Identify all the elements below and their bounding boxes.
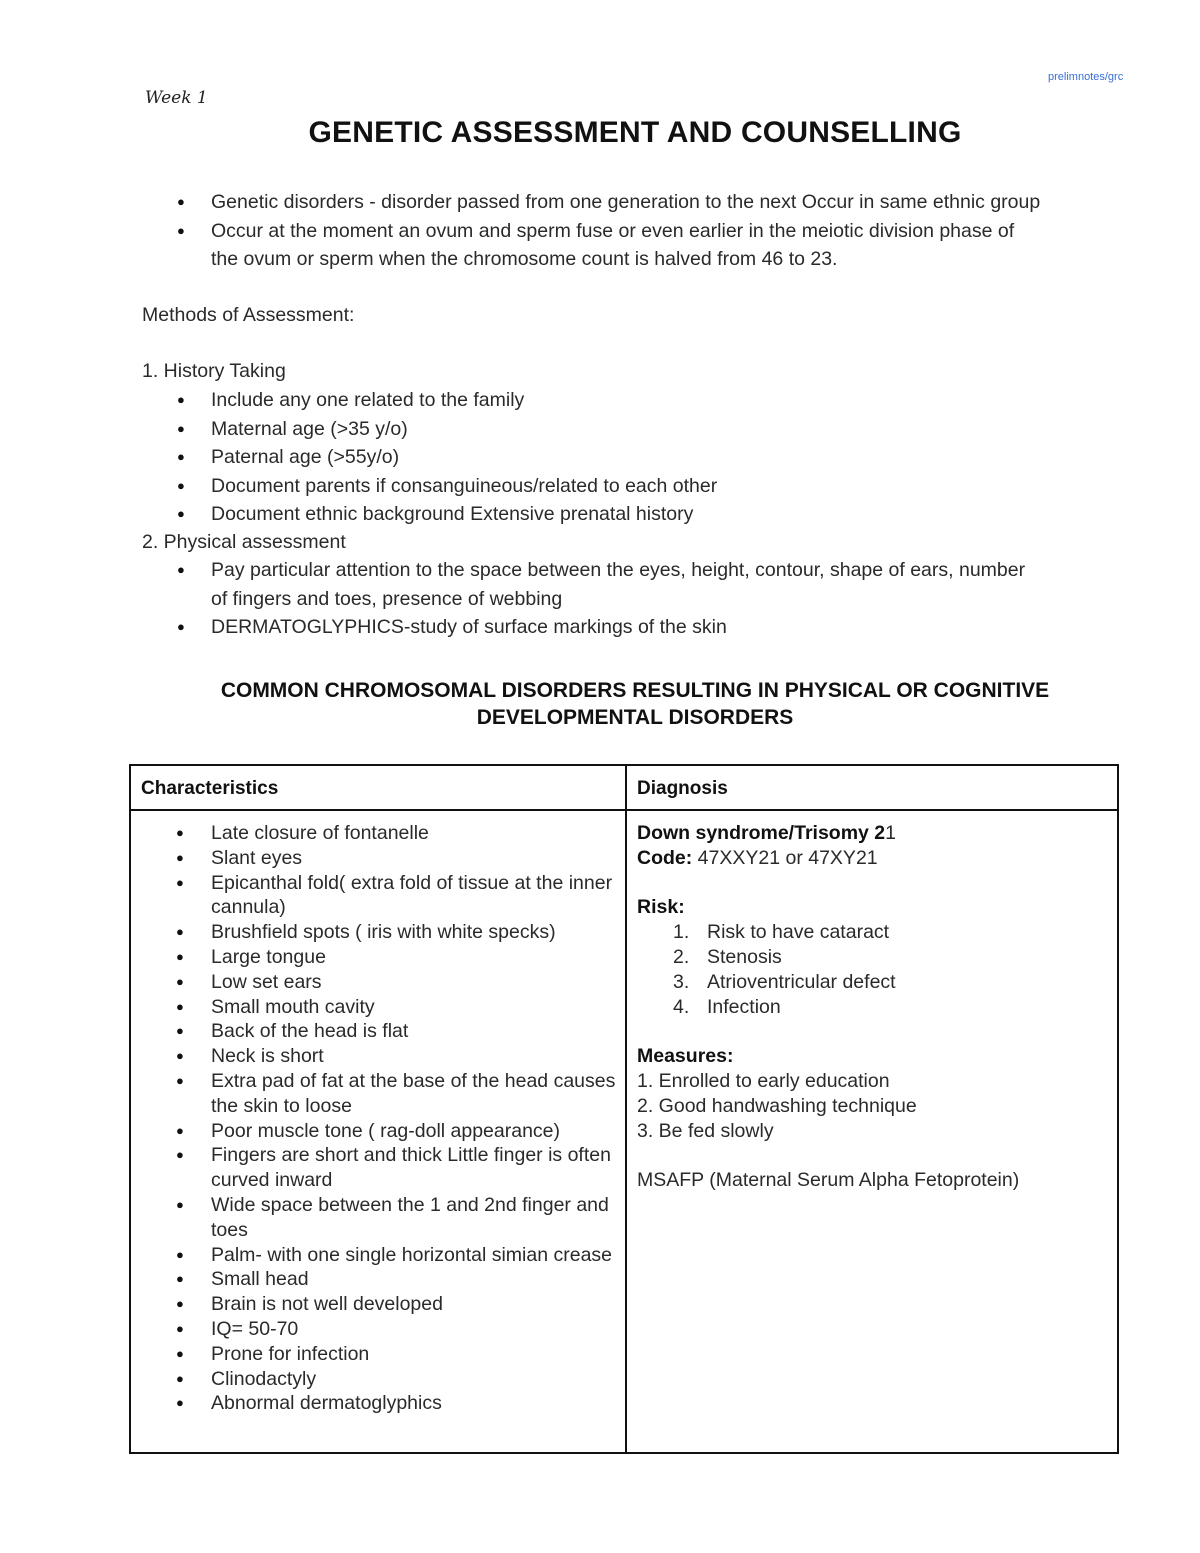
list-item: ● Clinodactyly bbox=[176, 1367, 317, 1390]
bullet-icon: ● bbox=[176, 1320, 184, 1336]
risk-label: Risk: bbox=[637, 896, 685, 919]
list-item: ● Brain is not well developed bbox=[176, 1293, 443, 1316]
page-title: GENETIC ASSESSMENT AND COUNSELLING bbox=[308, 116, 962, 149]
method2-bullet-list bbox=[177, 556, 1026, 642]
list-item: ● Fingers are short and thick Little finger is often curved inward bbox=[176, 1144, 611, 1192]
list-item: 1. Risk to have cataract bbox=[673, 921, 890, 944]
list-item: 4. Infection bbox=[673, 995, 781, 1018]
list-item: ● Prone for infection bbox=[176, 1342, 370, 1365]
measure-item: 1. Enrolled to early education bbox=[637, 1069, 890, 1092]
list-item: ● Small head bbox=[176, 1268, 309, 1291]
bullet-icon: ● bbox=[176, 948, 184, 964]
list-item: ● Genetic disorders - disorder passed from one generation to the next Occur in same ethnic group bbox=[211, 188, 1040, 217]
section-title-line: COMMON CHROMOSOMAL DISORDERS RESULTING IN PHYSICAL OR COGNITIVE bbox=[220, 679, 1050, 702]
bullet-icon: ● bbox=[176, 998, 184, 1014]
method1-bullet-list bbox=[177, 386, 718, 529]
bullet-icon: ● bbox=[176, 849, 184, 865]
list-item: ● Document parents if consanguineous/related to each other bbox=[211, 472, 717, 501]
msafp-note: MSAFP (Maternal Serum Alpha Fetoprotein) bbox=[637, 1169, 1020, 1192]
list-item: ● Abnormal dermatoglyphics bbox=[176, 1392, 442, 1415]
list-item: ● Palm- with one single horizontal simian crease bbox=[176, 1243, 613, 1266]
method1-heading: 1. History Taking bbox=[142, 360, 286, 382]
bullet-icon: ● bbox=[177, 420, 185, 436]
column-header-diagnosis: Diagnosis bbox=[626, 765, 1118, 810]
watermark: prelimnotes/grc bbox=[1048, 71, 1124, 83]
bullet-icon: ● bbox=[176, 1147, 184, 1163]
bullet-icon: ● bbox=[176, 1395, 184, 1411]
bullet-icon: ● bbox=[177, 477, 185, 493]
list-item: ● Pay particular attention to the space between the eyes, height, contour, shape of ears, number bbox=[211, 556, 1025, 585]
list-item: ● Include any one related to the family bbox=[211, 386, 717, 415]
characteristics-list bbox=[131, 821, 625, 1416]
list-item: ● DERMATOGLYPHICS-study of surface markings of the skin bbox=[211, 613, 1025, 642]
list-item: 3. Atrioventricular defect bbox=[673, 970, 896, 993]
bullet-icon: ● bbox=[176, 1345, 184, 1361]
column-header-characteristics: Characteristics bbox=[130, 765, 626, 810]
measure-item: 3. Be fed slowly bbox=[637, 1119, 774, 1142]
list-item: ● Document ethnic background Extensive prenatal history bbox=[211, 500, 717, 529]
list-item: ● Late closure of fontanelle bbox=[176, 822, 429, 844]
bullet-icon: ● bbox=[176, 874, 184, 890]
risk-list bbox=[637, 920, 1117, 1019]
bullet-icon: ● bbox=[177, 506, 185, 521]
section-title bbox=[130, 677, 1140, 731]
diagnosis-name: Down syndrome/Trisomy 21 bbox=[637, 822, 897, 844]
list-item: ● Large tongue bbox=[176, 945, 326, 968]
list-item: ● Extra pad of fat at the base of the head causes the skin to loose bbox=[176, 1069, 616, 1117]
bullet-icon: ● bbox=[177, 392, 185, 407]
disorders-table bbox=[129, 764, 1119, 1454]
list-item: ● Low set ears bbox=[176, 970, 322, 993]
table-row bbox=[130, 810, 1118, 1453]
list-item: ● IQ= 50-70 bbox=[176, 1317, 299, 1340]
list-item: ● Neck is short bbox=[176, 1045, 324, 1068]
diagnosis-cell bbox=[626, 810, 1118, 1453]
bullet-icon: ● bbox=[176, 825, 184, 840]
characteristics-cell bbox=[130, 810, 626, 1453]
intro-bullet-list bbox=[177, 188, 1041, 274]
list-item-continuation: of fingers and toes, presence of webbing bbox=[211, 587, 563, 610]
bullet-icon: ● bbox=[176, 1122, 184, 1138]
list-item: ● Epicanthal fold( extra fold of tissue at the inner cannula) bbox=[176, 871, 613, 919]
bullet-icon: ● bbox=[176, 1370, 184, 1386]
measure-item: 2. Good handwashing technique bbox=[637, 1094, 917, 1117]
bullet-icon: ● bbox=[177, 194, 185, 209]
list-item: ● Small mouth cavity bbox=[176, 995, 375, 1018]
list-item: ● Maternal age (>35 y/o) bbox=[211, 415, 717, 444]
measures-label: Measures: bbox=[637, 1045, 734, 1068]
bullet-icon: ● bbox=[177, 449, 185, 464]
diagnosis-code: Code: 47XXY21 or 47XY21 bbox=[637, 846, 878, 869]
bullet-icon: ● bbox=[177, 619, 185, 634]
bullet-icon: ● bbox=[176, 1048, 184, 1064]
list-item: 2. Stenosis bbox=[673, 945, 782, 968]
bullet-icon: ● bbox=[176, 1271, 184, 1287]
list-item: ● Poor muscle tone ( rag-doll appearance) bbox=[176, 1119, 561, 1142]
bullet-icon: ● bbox=[176, 973, 184, 989]
list-item-continuation: the ovum or sperm when the chromosome count is halved from 46 to 23. bbox=[211, 248, 838, 270]
section-title-line: DEVELOPMENTAL DISORDERS bbox=[476, 706, 794, 729]
bullet-icon: ● bbox=[176, 1246, 184, 1262]
bullet-icon: ● bbox=[177, 562, 185, 577]
week-label: Week 1 bbox=[145, 88, 208, 108]
list-item: ● Slant eyes bbox=[176, 846, 303, 869]
bullet-icon: ● bbox=[176, 1072, 184, 1088]
list-item: ● Paternal age (>55y/o) bbox=[211, 443, 717, 472]
bullet-icon: ● bbox=[176, 1196, 184, 1212]
list-item: ● Occur at the moment an ovum and sperm fuse or even earlier in the meiotic division phase of bbox=[211, 217, 1040, 246]
method2-heading: 2. Physical assessment bbox=[142, 531, 346, 553]
bullet-icon: ● bbox=[176, 924, 184, 940]
bullet-icon: ● bbox=[176, 1023, 184, 1039]
list-item: ● Brushfield spots ( iris with white specks) bbox=[176, 921, 556, 944]
table-header-row bbox=[130, 765, 1118, 810]
bullet-icon: ● bbox=[177, 222, 185, 238]
list-item: ● Wide space between the 1 and 2nd finger and toes bbox=[176, 1193, 609, 1241]
methods-heading: Methods of Assessment: bbox=[142, 304, 355, 326]
list-item: ● Back of the head is flat bbox=[176, 1020, 409, 1043]
bullet-icon: ● bbox=[176, 1296, 184, 1312]
